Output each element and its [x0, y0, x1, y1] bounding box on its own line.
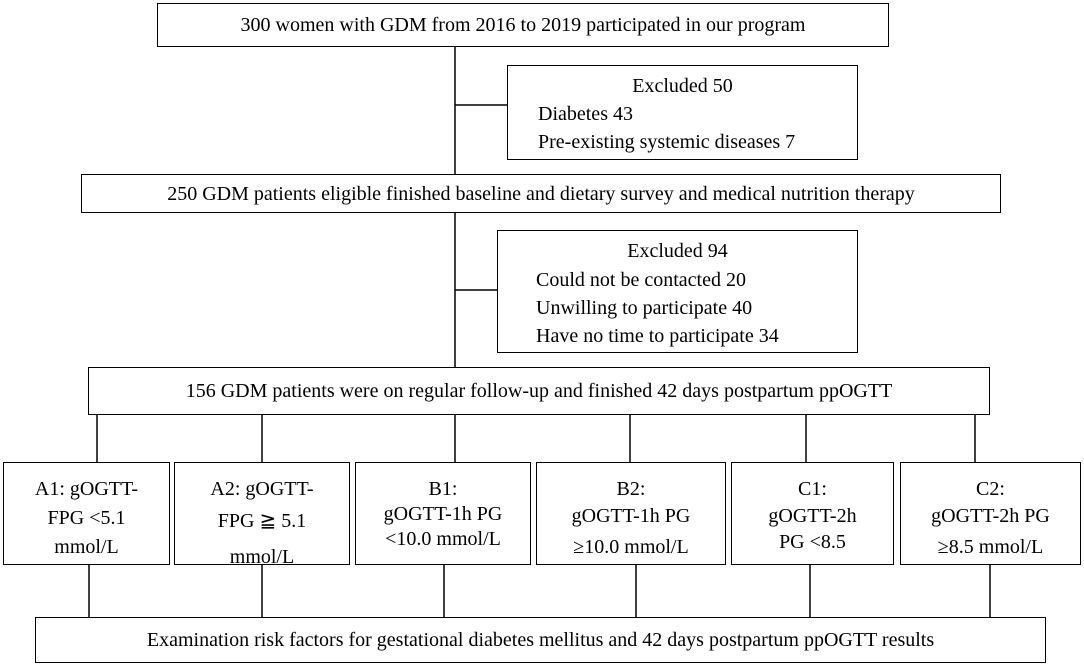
- exclusion-2-item-contacted: Could not be contacted 20: [536, 269, 746, 291]
- group-a1-line-1: A1: gOGTT-: [34, 478, 139, 500]
- group-box-c2: [900, 462, 1081, 565]
- group-c1-line-2: gOGTT-2h: [768, 505, 857, 527]
- group-a2-line-1: A2: gOGTT-: [210, 478, 314, 500]
- group-box-b2: [536, 462, 726, 565]
- outcome-text: Examination risk factors for gestational diabetes mellitus and 42 days postpartum ppOGTT results: [146, 629, 935, 651]
- exclusion-2-title: Excluded 94: [627, 240, 728, 262]
- exclusion-box-1: [507, 65, 858, 160]
- group-c2-line-1: C2:: [976, 478, 1005, 500]
- enrollment-box: [157, 3, 889, 47]
- group-b1-line-2: gOGTT-1h PG: [383, 503, 503, 525]
- group-box-c1: [731, 462, 894, 565]
- exclusion-1-title: Excluded 50: [632, 75, 733, 97]
- exclusion-2-item-no-time: Have no time to participate 34: [536, 325, 779, 347]
- exclusion-2-item-unwilling: Unwilling to participate 40: [536, 297, 753, 319]
- group-a1-line-2: FPG <5.1: [47, 507, 126, 529]
- group-b1-line-1: B1:: [428, 478, 458, 500]
- eligible-box: [81, 174, 1001, 213]
- group-b2-line-2: gOGTT-1h PG: [571, 505, 691, 527]
- group-box-b1: [355, 462, 531, 565]
- group-b2-line-1: B2:: [616, 478, 646, 500]
- group-a2-line-2: FPG ≧ 5.1: [217, 510, 307, 532]
- group-a2-line-3: mmol/L: [229, 546, 295, 565]
- group-box-a2: [174, 462, 350, 565]
- eligible-text: 250 GDM patients eligible finished baseline and dietary survey and medical nutrition therapy: [167, 183, 915, 205]
- followup-text: 156 GDM patients were on regular follow-up and finished 42 days postpartum ppOGTT: [185, 380, 893, 402]
- group-b1-line-3: <10.0 mmol/L: [385, 528, 501, 550]
- enrollment-text: 300 women with GDM from 2016 to 2019 participated in our program: [240, 14, 806, 36]
- outcome-box: [35, 617, 1046, 663]
- group-c1-line-3: PG <8.5: [779, 531, 846, 553]
- exclusion-1-item-systemic: Pre-existing systemic diseases 7: [538, 131, 796, 153]
- exclusion-box-2: [497, 230, 858, 353]
- followup-box: [88, 367, 990, 415]
- group-b2-line-3: ≥10.0 mmol/L: [573, 536, 689, 558]
- group-c1-line-1: C1:: [798, 478, 827, 500]
- group-c2-line-2: gOGTT-2h PG: [931, 505, 1050, 527]
- exclusion-1-item-diabetes: Diabetes 43: [538, 103, 633, 125]
- group-c2-line-3: ≥8.5 mmol/L: [937, 536, 1044, 558]
- group-a1-line-3: mmol/L: [54, 536, 119, 558]
- group-box-a1: [3, 462, 170, 565]
